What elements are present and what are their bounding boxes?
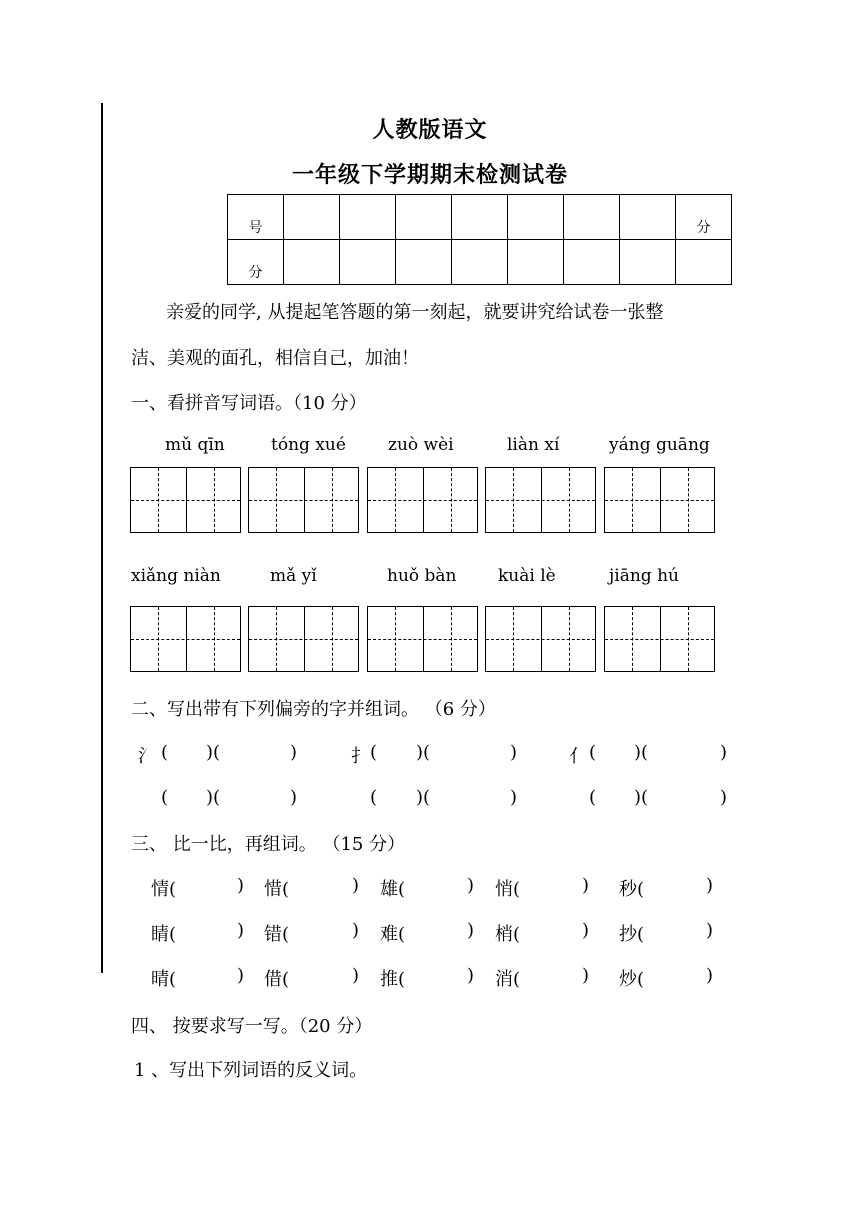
paren-mid: )( — [206, 742, 221, 763]
compare-item: 悄( — [495, 879, 521, 900]
paren-close: ) — [352, 965, 360, 986]
score-table-cell[interactable] — [508, 195, 564, 240]
compare-item: 雄( — [380, 879, 406, 900]
paren-close: ) — [237, 965, 245, 986]
paren-close: ) — [582, 875, 590, 896]
score-table-cell[interactable] — [676, 240, 732, 285]
writing-grid[interactable] — [130, 467, 241, 533]
paren-close: ) — [582, 920, 590, 941]
paren-mid: )( — [634, 787, 649, 808]
intro-line-1: 亲爱的同学, 从提起笔答题的第一刻起，就要讲究给试卷一张整 — [166, 302, 664, 323]
section2-heading: 二、写出带有下列偏旁的字并组词。 （6 分） — [131, 699, 496, 720]
score-table-cell[interactable] — [564, 240, 620, 285]
paren-open: ( — [589, 742, 597, 763]
radical-label: 扌 — [351, 746, 369, 767]
paren-open: ( — [161, 742, 169, 763]
paren-open: ( — [589, 787, 597, 808]
paren-close: ) — [467, 875, 475, 896]
compare-item: 错( — [264, 924, 290, 945]
writing-grid[interactable] — [130, 606, 241, 672]
paren-close: ) — [352, 920, 360, 941]
exam-title: 人教版语文 — [372, 117, 488, 143]
paren-close: ) — [706, 920, 714, 941]
section3-heading: 三、 比一比，再组词。 （15 分） — [131, 834, 406, 855]
paren-close: ) — [720, 742, 728, 763]
pinyin-label: xiǎng niàn — [131, 566, 221, 586]
score-table — [227, 194, 732, 285]
score-table-cell[interactable] — [508, 240, 564, 285]
score-table-cell[interactable] — [284, 240, 340, 285]
score-table-cell[interactable] — [396, 240, 452, 285]
paren-close: ) — [720, 787, 728, 808]
paren-close: ) — [290, 787, 298, 808]
compare-item: 难( — [380, 924, 406, 945]
writing-grid[interactable] — [485, 467, 596, 533]
pinyin-label: jiāng hú — [609, 566, 679, 586]
paren-close: ) — [582, 965, 590, 986]
pinyin-label: tóng xué — [271, 435, 346, 455]
score-table-cell[interactable] — [452, 240, 508, 285]
compare-item: 消( — [495, 969, 521, 990]
paren-mid: )( — [416, 787, 431, 808]
writing-grid[interactable] — [248, 606, 359, 672]
compare-item: 推( — [380, 969, 406, 990]
compare-item: 睛( — [151, 924, 177, 945]
writing-grid[interactable] — [248, 467, 359, 533]
writing-grid[interactable] — [367, 606, 478, 672]
paren-close: ) — [467, 965, 475, 986]
compare-item: 梢( — [495, 924, 521, 945]
paren-close: ) — [237, 875, 245, 896]
radical-label: 氵 — [138, 746, 156, 767]
writing-grid[interactable] — [485, 606, 596, 672]
paren-open: ( — [370, 787, 378, 808]
paren-close: ) — [706, 875, 714, 896]
pinyin-label: liàn xí — [507, 435, 560, 455]
compare-item: 抄( — [619, 924, 645, 945]
score-table-cell[interactable] — [340, 240, 396, 285]
score-table-cell[interactable] — [340, 195, 396, 240]
compare-item: 借( — [264, 969, 290, 990]
compare-item: 炒( — [619, 969, 645, 990]
paren-mid: )( — [634, 742, 649, 763]
score-table-cell[interactable] — [564, 195, 620, 240]
score-table-header-cell: 分 — [676, 195, 732, 240]
score-table-cell[interactable] — [452, 195, 508, 240]
paren-close: ) — [352, 875, 360, 896]
writing-grid[interactable] — [604, 606, 715, 672]
exam-subtitle: 一年级下学期期末检测试卷 — [291, 162, 568, 188]
pinyin-label: yáng guāng — [609, 435, 710, 455]
compare-item: 秒( — [619, 879, 645, 900]
paren-open: ( — [161, 787, 169, 808]
paren-close: ) — [290, 742, 298, 763]
paren-close: ) — [237, 920, 245, 941]
score-table-header-cell: 分 — [228, 240, 284, 285]
pinyin-label: mǎ yǐ — [270, 566, 317, 586]
pinyin-label: zuò wèi — [388, 435, 454, 455]
paren-close: ) — [467, 920, 475, 941]
score-table-cell[interactable] — [396, 195, 452, 240]
score-table-cell[interactable] — [620, 240, 676, 285]
pinyin-label: kuài lè — [498, 566, 556, 586]
writing-grid[interactable] — [604, 467, 715, 533]
compare-item: 晴( — [151, 969, 177, 990]
section4-heading: 四、 按要求写一写。（20 分） — [131, 1016, 373, 1037]
pinyin-label: huǒ bàn — [387, 566, 457, 586]
paren-mid: )( — [206, 787, 221, 808]
writing-grid[interactable] — [367, 467, 478, 533]
paren-close: ) — [706, 965, 714, 986]
binding-margin-line — [101, 103, 103, 973]
section4-subheading: 1 、写出下列词语的反义词。 — [134, 1060, 368, 1081]
compare-item: 惜( — [264, 879, 290, 900]
paren-close: ) — [510, 742, 518, 763]
score-table-cell[interactable] — [284, 195, 340, 240]
paren-close: ) — [510, 787, 518, 808]
pinyin-label: mǔ qīn — [165, 435, 225, 455]
radical-label: 亻 — [569, 746, 587, 767]
score-table-cell[interactable] — [620, 195, 676, 240]
section1-heading: 一、看拼音写词语。（10 分） — [131, 393, 367, 414]
intro-line-2: 洁、美观的面孔，相信自己，加油！ — [131, 348, 419, 369]
paren-open: ( — [370, 742, 378, 763]
score-table-header-cell: 号 — [228, 195, 284, 240]
paren-mid: )( — [416, 742, 431, 763]
compare-item: 情( — [151, 879, 177, 900]
